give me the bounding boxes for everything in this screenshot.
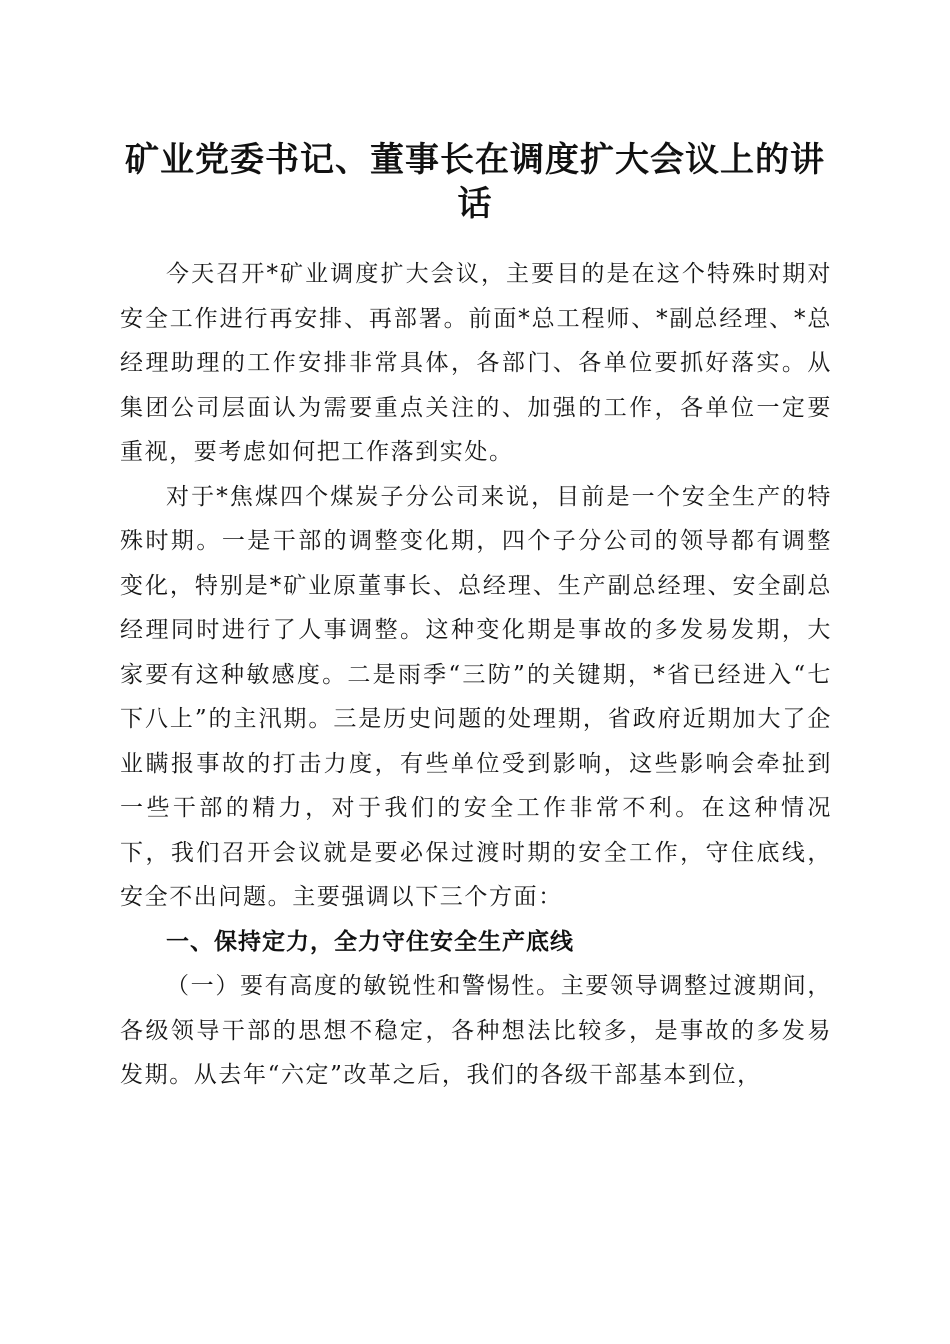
section-heading: 一、保持定力，全力守住安全生产底线 [166,928,574,955]
document-title: 矿业党委书记、董事长在调度扩大会议上的讲话 [125,140,825,224]
body-paragraph: 今天召开*矿业调度扩大会议，主要目的是在这个特殊时期对安全工作进行再安排、再部署。前面*总工程师、*副总经理、*总经理助理的工作安排非常具体，各部门、各单位要抓好落实。从集团公司层面认为需要重点关注的、加强的工作，各单位一定要重视，要考虑如何把工作落到实处。 [120,261,832,465]
subsection-paragraph: （一）要有高度的敏锐性和警惕性。主要领导调整过渡期间，各级领导干部的思想不稳定，各种想法比较多，是事故的多发易发期。从去年“六定”改革之后，我们的各级干部基本到位， [120,973,832,1088]
body-paragraph: 对于*焦煤四个煤炭子分公司来说，目前是一个安全生产的特殊时期。一是干部的调整变化期，四个子分公司的领导都有调整变化，特别是*矿业原董事长、总经理、生产副总经理、安全副总经理同时进行了人事调整。这种变化期是事故的多发易发期，大家要有这种敏感度。二是雨季“三防”的关键期，*省已经进入“七下八上”的主汛期。三是历史问题的处理期，省政府近期加大了企业瞒报事故的打击力度，有些单位受到影响，这些影响会牵扯到一些干部的精力，对于我们的安全工作非常不利。在这种情况下，我们召开会议就是要必保过渡时期的安全工作，守住底线，安全不出问题。主要强调以下三个方面： [120,483,832,910]
document-body [120,252,832,1098]
